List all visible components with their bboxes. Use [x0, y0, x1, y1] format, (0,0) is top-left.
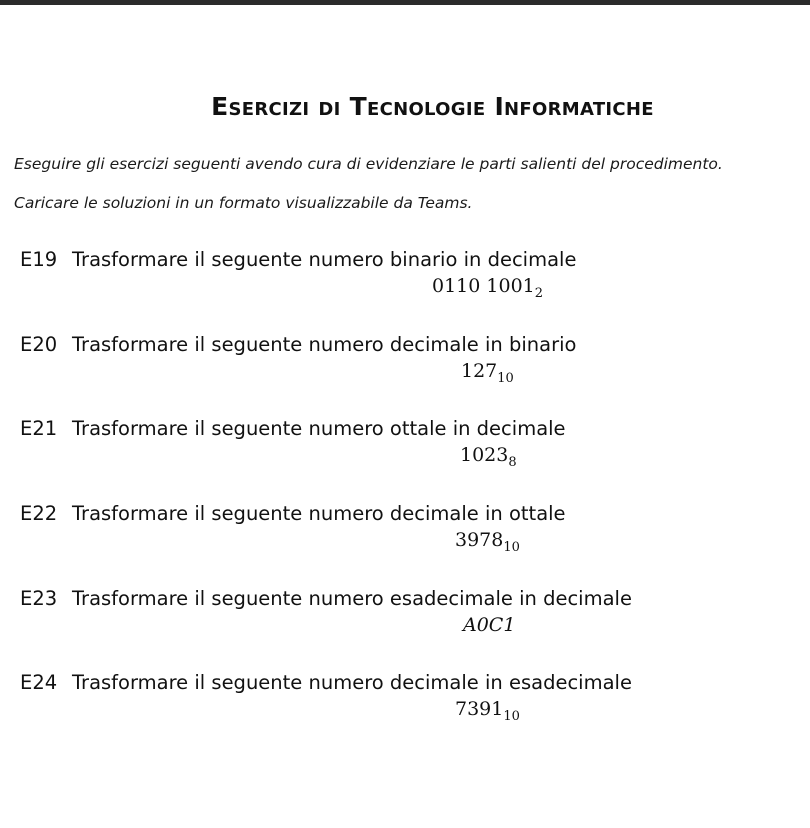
page-title: Esercizi di Tecnologie Informatiche: [211, 92, 654, 121]
intro-instruction: Eseguire gli esercizi seguenti avendo cura di evidenziare le parti salienti del procedimento.: [14, 155, 723, 173]
number-value: 7391: [455, 698, 504, 720]
number-value: 127: [461, 360, 498, 382]
exercise-e19: [20, 248, 800, 301]
exercise-number: [463, 613, 515, 637]
exercise-text: Trasformare il seguente numero decimale in esadecimale: [72, 671, 632, 694]
number-base: 10: [497, 371, 514, 386]
exercise-e23: [20, 587, 800, 636]
exercise-number: [461, 359, 514, 386]
exercise-number: [460, 443, 517, 470]
window-top-bar: [0, 0, 810, 5]
exercise-e21: [20, 417, 800, 470]
exercise-number: [455, 528, 520, 555]
exercise-code: E23: [20, 587, 58, 610]
number-base: 2: [534, 286, 544, 301]
intro-upload-note: Caricare le soluzioni in un formato visualizzabile da Teams.: [14, 194, 473, 212]
number-base: 8: [508, 455, 517, 470]
exercise-code: E22: [20, 502, 58, 525]
exercise-text: Trasformare il seguente numero ottale in decimale: [72, 417, 566, 440]
exercise-number: [455, 697, 520, 724]
exercise-e24: [20, 671, 800, 724]
number-value: 1023: [460, 444, 509, 466]
exercise-e20: [20, 333, 800, 386]
exercise-text: Trasformare il seguente numero binario in decimale: [72, 248, 577, 271]
exercise-text: Trasformare il seguente numero decimale in binario: [72, 333, 577, 356]
number-value: 3978: [455, 529, 504, 551]
exercise-code: E24: [20, 671, 58, 694]
exercise-code: E21: [20, 417, 58, 440]
exercise-code: E20: [20, 333, 58, 356]
exercise-text: Trasformare il seguente numero esadecimale in decimale: [72, 587, 632, 610]
exercise-number: [432, 274, 544, 301]
exercise-e22: [20, 502, 800, 555]
exercise-text: Trasformare il seguente numero decimale in ottale: [72, 502, 566, 525]
number-value: 0110 1001: [432, 275, 535, 297]
exercise-code: E19: [20, 248, 58, 271]
number-base: 10: [503, 540, 520, 555]
number-base: 10: [503, 709, 520, 724]
number-value: A0C1: [463, 614, 516, 636]
